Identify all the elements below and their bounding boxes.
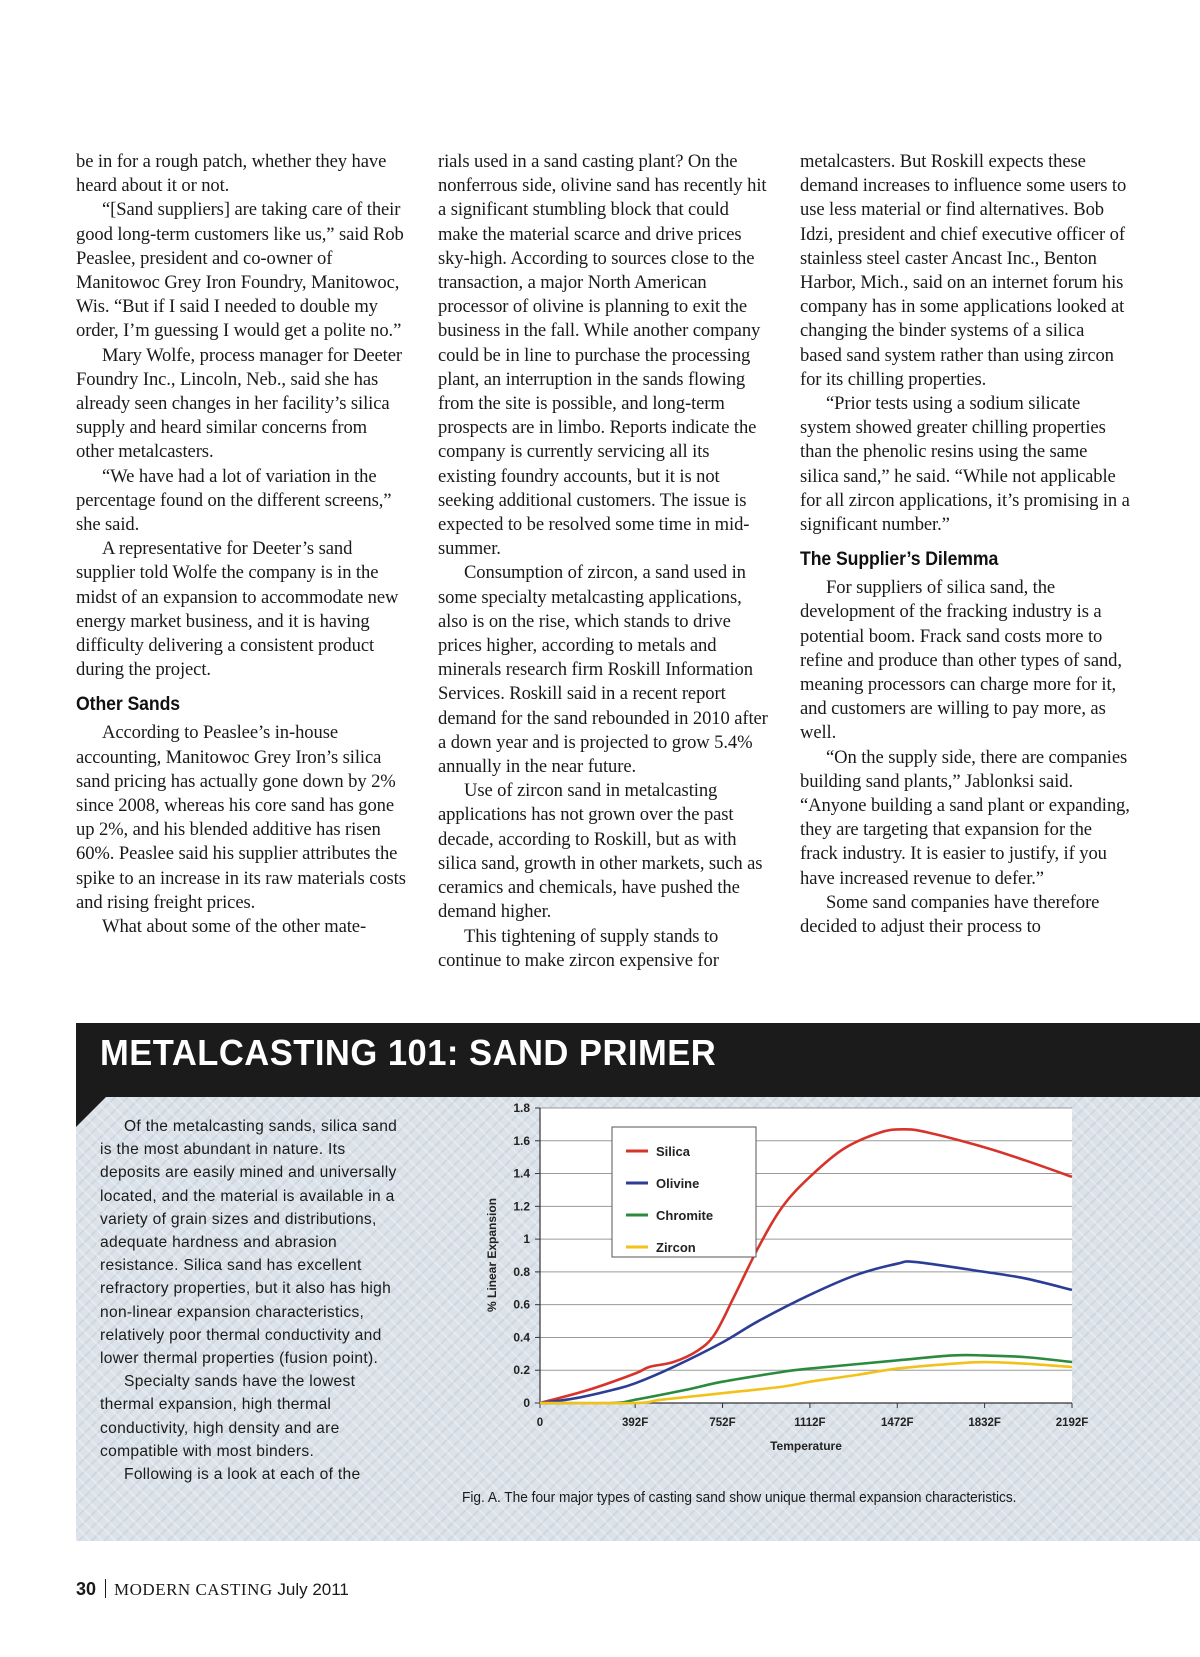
paragraph: For suppliers of silica sand, the development of the fracking industry is a potential boom. Frack sand costs more to refine and produce than other types of sand, meaning processors can charge more for it, and customers are willing to pay more, as well. (800, 577, 1122, 744)
x-axis-label: Temperature (770, 1439, 842, 1453)
legend-label-silica: Silica (656, 1144, 690, 1159)
sidebar-paragraph: Following is a look at each of the (124, 1466, 361, 1484)
y-tick-label: 1.2 (513, 1199, 530, 1214)
paragraph: Use of zircon sand in metalcasting applications has not grown over the past decade, according to Roskill, but as with silica sand, growth in other markets, such as ceramics and chemicals, have pushed the demand higher. (438, 780, 763, 923)
sidebar-paragraph: Specialty sands have the lowest thermal expansion, high thermal conductivity, high density and are compatible with most binders. (100, 1373, 356, 1460)
issue-date: July 2011 (277, 1580, 349, 1599)
page-footer (76, 1579, 349, 1600)
legend-label-zircon: Zircon (656, 1240, 696, 1255)
y-tick-label: 1.4 (513, 1166, 530, 1181)
legend-label-olivine: Olivine (656, 1176, 700, 1191)
legend-label-chromite: Chromite (656, 1208, 714, 1223)
section-heading-suppliers-dilemma: The Supplier’s Dilemma (800, 549, 999, 571)
article-column-2 (438, 150, 768, 973)
chart-legend (612, 1127, 756, 1257)
x-tick-label: 0 (536, 1417, 544, 1429)
paragraph: Consumption of zircon, a sand used in some specialty metalcasting applications, also is on the rise, which stands to drive prices higher, according to metals and minerals research firm Roskill Information Services. Roskill said in a recent report demand for the sand rebounded in 2010 after a down year and is projected to grow 5.4% annually in the near future. (438, 562, 768, 778)
paragraph: be in for a rough patch, whether they have heard about it or not. (76, 151, 387, 197)
sidebar-text (100, 1115, 400, 1486)
y-tick-label: 0.6 (513, 1297, 530, 1312)
x-tick-label: 1112F (794, 1417, 826, 1429)
paragraph: What about some of the other mate- (102, 916, 367, 938)
article-column-3 (800, 150, 1130, 939)
section-heading-other-sands: Other Sands (76, 694, 181, 716)
paragraph: Some sand companies have therefore decided to adjust their process to (800, 891, 1100, 938)
y-tick-label: 1.8 (513, 1101, 530, 1115)
sidebar-title: METALCASTING 101: SAND PRIMER (100, 1032, 717, 1073)
sidebar-paragraph: Of the metalcasting sands, silica sand is the most abundant in nature. Its deposits are easily mined and universally located, and the material is available in a variety of grain sizes and distributions, adequate hardness and abrasion resistance. Silica sand has excellent refractory properties, but it also has high non-linear expansion characteristics, relatively poor thermal conductivity and lower thermal properties (fusion point). (100, 1118, 398, 1368)
article-column-1 (76, 150, 406, 939)
x-tick-label: 1472F (880, 1417, 914, 1429)
paragraph: “[Sand suppliers] are taking care of their good long-term customers like us,” said Rob Peaslee, president and co-owner of Manitowoc Grey Iron Foundry, Manitowoc, Wis. “But if I said I needed to double my order, I’m guessing I would get a polite no.” (76, 199, 404, 342)
paragraph: This tightening of supply stands to continue to make zircon expensive for (438, 925, 719, 971)
paragraph: “Prior tests using a sodium silicate system showed greater chilling properties than the phenolic resins using the same silica sand,” he said. “While not applicable for all zircon applications, it’s promising in a significant number.” (800, 393, 1130, 536)
y-tick-label: 0.2 (513, 1363, 530, 1378)
y-tick-label: 1 (523, 1232, 530, 1247)
x-tick-label: 392F (622, 1417, 649, 1429)
y-tick-labels (513, 1101, 530, 1410)
y-tick-label: 0.4 (513, 1330, 530, 1345)
x-tick-label: 752F (709, 1417, 736, 1429)
paragraph: “We have had a lot of variation in the percentage found on the different screens,” she said. (76, 465, 392, 536)
y-tick-label: 1.6 (513, 1133, 530, 1148)
y-axis-label: % Linear Expansion (485, 1197, 499, 1313)
paragraph: metalcasters. But Roskill expects these demand increases to influence some users to use less material or find alternatives. Bob Idzi, president and chief executive officer of stainless steel caster Ancast Inc., Benton Harbor, Mich., said on an internet forum his company has in some applications looked at changing the binder systems of a silica based sand system rather than using zircon for its chilling properties. (800, 151, 1127, 390)
page-number: 30 (76, 1579, 97, 1599)
paragraph: Mary Wolfe, process manager for Deeter Foundry Inc., Lincoln, Neb., said she has already seen changes in her facility’s silica supply and heard similar concerns from other metalcasters. (76, 344, 402, 463)
magazine-name: MODERN CASTING (114, 1580, 273, 1599)
thermal-expansion-chart (450, 1095, 1100, 1495)
footer-divider (105, 1579, 106, 1598)
y-tick-label: 0.8 (513, 1264, 530, 1279)
y-tick-label: 0 (523, 1396, 530, 1410)
paragraph: “On the supply side, there are companies building sand plants,” Jablonksi said. “Anyone building a sand plant or expanding, they are targeting that expansion for the frack industry. It is easier to justify, if you have increased revenue to defer.” (800, 746, 1130, 889)
paragraph: According to Peaslee’s in-house accounting, Manitowoc Grey Iron’s silica sand pricing has actually gone down by 2% since 2008, whereas his core sand has gone up 2%, and his blended additive has risen 60%. Peaslee said his supplier attributes the spike to an increase in its raw materials costs and rising freight prices. (76, 722, 406, 913)
paragraph: rials used in a sand casting plant? On the nonferrous side, olivine sand has recently hit a significant stumbling block that could make the material scarce and drive prices sky-high. According to sources close to the transaction, a major North American processor of olivine is planning to exit the business in the fall. While another company could be in line to purchase the processing plant, an interruption in the sands flowing from the site is possible, and long-term prospects are in limbo. Reports indicate the company is currently servicing all its existing foundry accounts, but it is not seeking additional customers. The issue is expected to be resolved some time in mid-summer. (438, 151, 767, 560)
x-tick-labels (537, 1417, 1089, 1429)
x-tick-label: 2192F (1055, 1417, 1089, 1429)
x-tick-label: 1832F (968, 1417, 1001, 1429)
figure-caption: Fig. A. The four major types of casting sand show unique thermal expansion characteristics. (462, 1490, 1017, 1506)
paragraph: A representative for Deeter’s sand supplier told Wolfe the company is in the midst of an expansion to accommodate new energy market business, and it is having difficulty delivering a consistent product during the project. (76, 538, 399, 681)
